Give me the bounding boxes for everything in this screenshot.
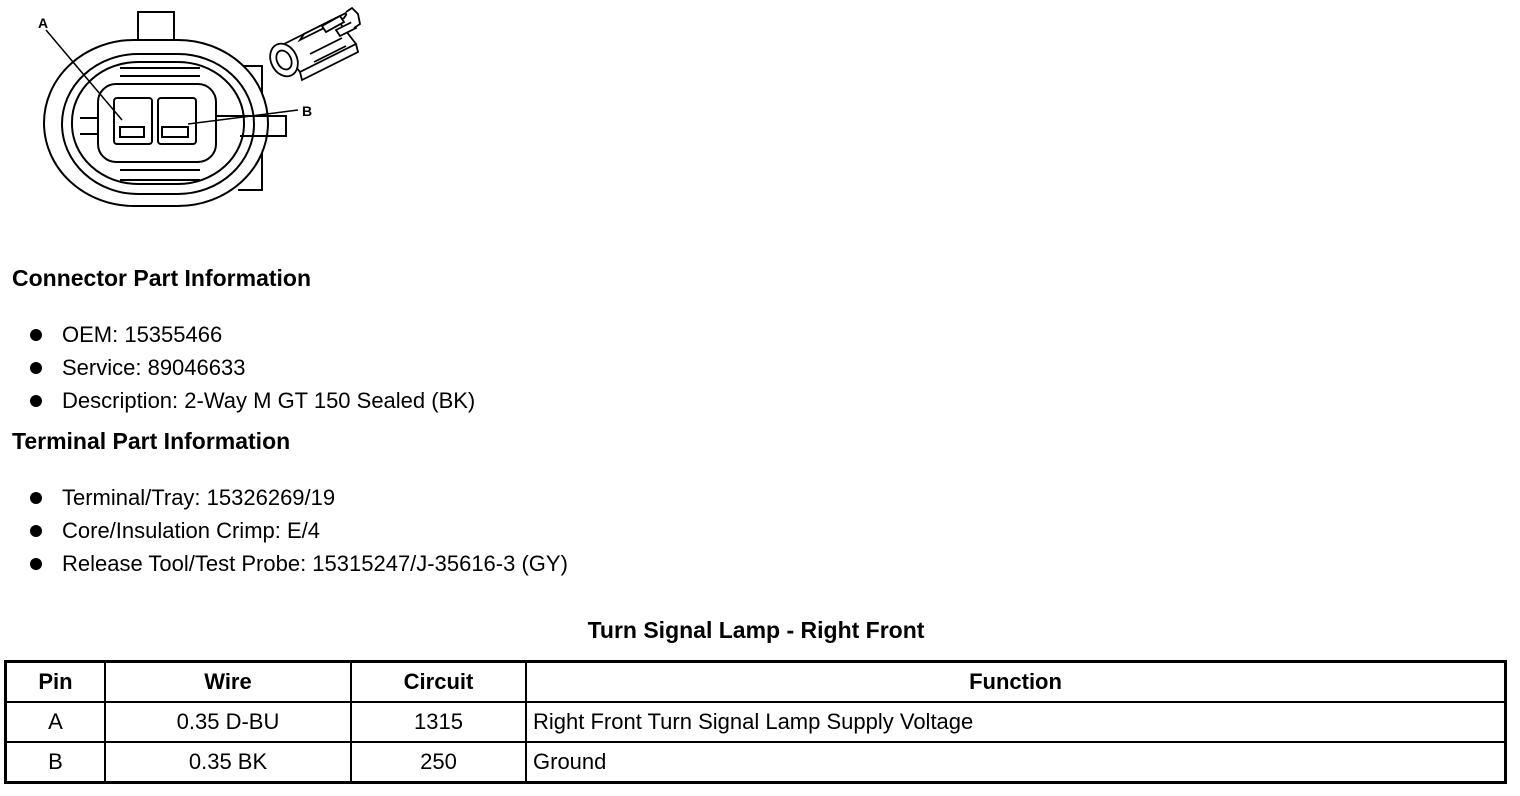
list-item	[30, 384, 475, 417]
list-item	[30, 318, 475, 351]
connector-part-info-heading: Connector Part Information	[12, 265, 312, 291]
bullet-icon	[30, 329, 42, 341]
list-item-text: Terminal/Tray: 15326269/19	[62, 484, 336, 510]
header-wire: Wire	[105, 662, 351, 703]
list-item	[30, 547, 568, 580]
bullet-icon	[30, 492, 42, 504]
cell-function: Right Front Turn Signal Lamp Supply Voltage	[526, 702, 1506, 742]
terminal-part-list	[30, 481, 568, 580]
list-item-text: Core/Insulation Crimp: E/4	[62, 517, 320, 543]
table-row	[6, 702, 1506, 742]
connector-part-list	[30, 318, 475, 417]
label-a: A	[38, 15, 49, 31]
bullet-icon	[30, 525, 42, 537]
table-title: Turn Signal Lamp - Right Front	[587, 617, 925, 643]
bullet-icon	[30, 395, 42, 407]
header-function: Function	[526, 662, 1506, 703]
list-item	[30, 481, 568, 514]
table-header-row	[6, 662, 1506, 703]
label-b: B	[302, 103, 313, 119]
connector-perspective-icon	[265, 8, 360, 81]
list-item-text: Release Tool/Test Probe: 15315247/J-35616-3 (GY)	[62, 550, 568, 576]
list-item-text: OEM: 15355466	[62, 321, 223, 347]
cell-wire: 0.35 BK	[105, 742, 351, 783]
terminal-part-info-heading: Terminal Part Information	[12, 428, 291, 454]
cell-function: Ground	[526, 742, 1506, 783]
header-circuit: Circuit	[351, 662, 526, 703]
connector-outer-body	[44, 40, 268, 206]
bullet-icon	[30, 362, 42, 374]
cell-wire: 0.35 D-BU	[105, 702, 351, 742]
connector-diagram	[0, 0, 400, 230]
pinout-table	[4, 660, 1507, 784]
cell-pin: A	[6, 702, 106, 742]
bullet-icon	[30, 558, 42, 570]
table-row	[6, 742, 1506, 783]
cell-pin: B	[6, 742, 106, 783]
cell-circuit: 1315	[351, 702, 526, 742]
cell-circuit: 250	[351, 742, 526, 783]
list-item-text: Description: 2-Way M GT 150 Sealed (BK)	[62, 387, 476, 413]
list-item	[30, 351, 475, 384]
list-item-text: Service: 89046633	[62, 354, 246, 380]
header-pin: Pin	[6, 662, 106, 703]
list-item	[30, 514, 568, 547]
